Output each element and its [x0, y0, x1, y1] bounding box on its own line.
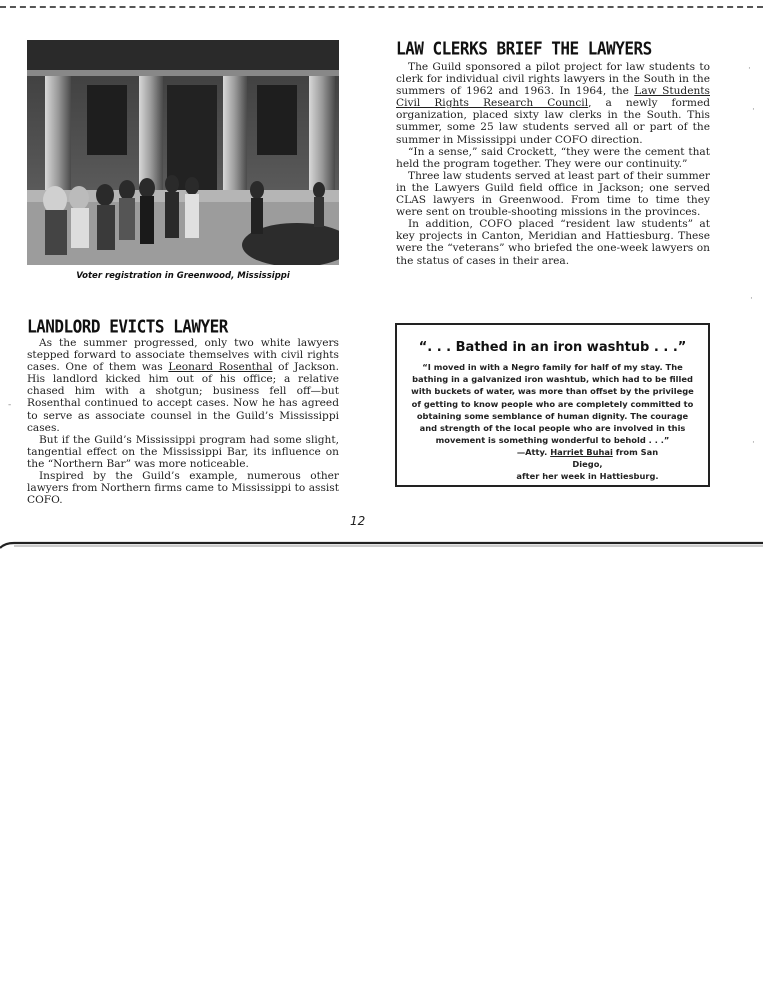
law-clerks-paragraph-2: “In a sense,” said Crockett, “they were the cement that held the program together. They were our continuity.” — [396, 145, 710, 170]
margin-mark: · — [750, 294, 753, 304]
landlord-paragraph-3: Inspired by the Guild’s example, numerous other lawyers from Northern firms came to Mississippi to assist COFO. — [27, 470, 339, 507]
margin-mark: · — [752, 105, 755, 115]
law-clerks-article — [396, 61, 710, 267]
margin-mark: · — [748, 64, 751, 74]
rosenthal-name: Leonard Rosenthal — [168, 361, 273, 374]
law-clerks-p1-start: The Guild sponsored a pilot project for law students to clerk for individual civil rights lawyers in the South in the summers of 1962 and 1963. In 1964, the — [396, 61, 710, 98]
law-clerks-p1-end: , a newly formed organization, placed sixty law clerks in the South. This summer, some 25 law students served all or part of the summer in Mississippi under COFO direction. — [396, 97, 711, 146]
attribution-line-1 — [501, 446, 674, 470]
law-clerks-paragraph-3: Three law students served at least part of their summer in the Lawyers Guild field office in Jackson; one served CLAS lawyers in Greenwood. From time to time they were sent on trouble-shooting missions in the provinces. — [396, 169, 710, 219]
attribution-line-2: after her week in Hattiesburg. — [516, 471, 659, 482]
landlord-paragraph-2: But if the Guild’s Mississippi program had some slight, tangential effect on the Mississippi Bar, its influence on the “Northern Bar” was more noticeable. — [27, 433, 339, 470]
photo-illustration — [27, 40, 339, 265]
top-border-rule — [0, 6, 763, 8]
margin-mark: - — [8, 400, 12, 410]
margin-mark: · — [752, 438, 755, 448]
quote-box-title: “. . . Bathed in an iron washtub . . .” — [418, 340, 687, 355]
voter-registration-photo — [27, 40, 339, 265]
page-number: 12 — [350, 514, 366, 528]
landlord-headline: LANDLORD EVICTS LAWYER — [27, 316, 228, 337]
attr-name: Harriet Buhai — [550, 447, 613, 458]
law-clerks-paragraph-1 — [396, 61, 710, 146]
law-clerks-paragraph-4: In addition, COFO placed “resident law students” at key projects in Canton, Meridian and Hattiesburg. These were the “veterans” who briefed the one-week lawyers on the status of cases in their area. — [396, 218, 710, 267]
photo-caption: Voter registration in Greenwood, Mississippi — [76, 271, 290, 281]
law-students-council-name: Law Students Civil Rights Research Council — [396, 85, 710, 110]
landlord-paragraph-1 — [27, 337, 339, 434]
bottom-border-rule — [0, 541, 763, 549]
law-clerks-headline: LAW CLERKS BRIEF THE LAWYERS — [396, 38, 652, 59]
quote-attribution — [411, 446, 694, 482]
quote-box — [395, 323, 710, 487]
attr-prefix: —Atty. — [516, 447, 551, 458]
quote-box-body: “I moved in with a Negro family for half of my stay. The bathing in a galvanized iron washtub, which had to be filled with buckets of water, was more than offset by the privilege of getting to know people who are completely committed to obtaining some semblance of human dignity. The courage and strength of the local people who are involved in this movement is something wonderful to behold . . .” — [411, 362, 694, 446]
landlord-article — [27, 337, 339, 506]
attr-suffix: from San Diego, — [572, 447, 659, 470]
landlord-p1-start: As the summer progressed, only two white lawyers stepped forward to associate themselves with civil rights cases. One of them was — [27, 337, 339, 374]
landlord-p1-end: of Jackson. His landlord kicked him out of his office; a relative chased him with a shotgun; business fell off—but Rosenthal continued to accept cases. Now he has agreed to serve as associate counsel in the Guild’s Mississippi cases. — [27, 361, 340, 434]
